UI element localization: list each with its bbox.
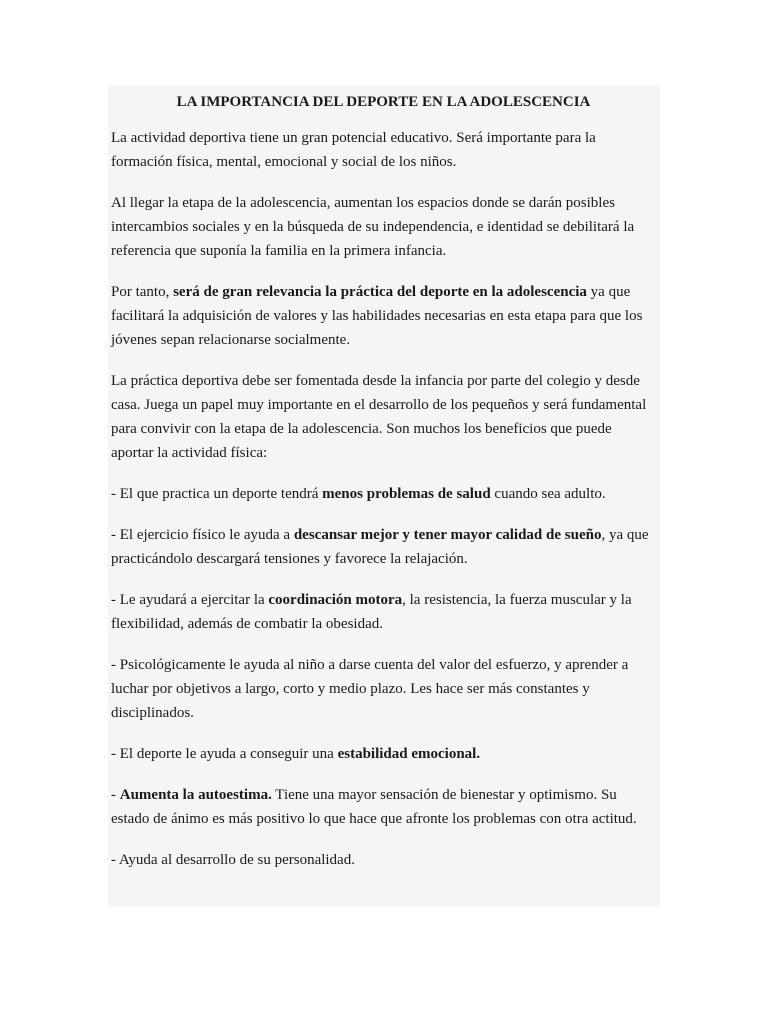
- document-title: LA IMPORTANCIA DEL DEPORTE EN LA ADOLESCENCIA: [176, 94, 591, 110]
- bold-text-run: menos problemas de salud: [322, 486, 491, 502]
- text-run: - El ejercicio físico le ayuda a: [111, 527, 294, 543]
- text-run: - El que practica un deporte tendrá: [111, 486, 323, 502]
- text-run: Por tanto,: [111, 284, 174, 300]
- text-run: ya que facilitará la adquisición de valores y las habilidades necesarias en esta etapa para que los jóvenes sepan relacionarse socialmente.: [111, 284, 643, 348]
- text-run: - El deporte le ayuda a conseguir una: [111, 746, 338, 762]
- document-body: [111, 126, 656, 872]
- bold-text-run: estabilidad emocional.: [337, 746, 481, 762]
- text-run: - Ayuda al desarrollo de su personalidad.: [111, 852, 355, 868]
- text-run: Tiene una mayor sensación de bienestar y optimismo. Su estado de ánimo es más positivo lo que hace que afronte los problemas con otra actitud.: [111, 787, 637, 827]
- bold-text-run: Aumenta la autoestima.: [119, 787, 272, 803]
- paragraph: [111, 191, 656, 263]
- text-run: La práctica deportiva debe ser fomentada desde la infancia por parte del colegio y desde casa. Juega un papel muy importante en el desarrollo de los pequeños y será fundamental para convivir con la etapa de la adolescencia. Son muchos los beneficios que puede aportar la actividad física:: [111, 373, 647, 461]
- text-run: - Psicológicamente le ayuda al niño a darse cuenta del valor del esfuerzo, y aprender a luchar por objetivos a largo, corto y medio plazo. Les hace ser más constantes y disciplinados.: [111, 657, 629, 721]
- text-run: cuando sea adulto.: [490, 486, 606, 502]
- paragraph: [111, 653, 656, 725]
- paragraph: [111, 523, 656, 571]
- paragraph: [111, 783, 656, 831]
- bold-text-run: descansar mejor y tener mayor calidad de sueño: [293, 527, 602, 543]
- text-run: - Le ayudará a ejercitar la: [111, 592, 269, 608]
- document-panel: [108, 86, 660, 906]
- paragraph: [111, 742, 656, 766]
- paragraph: [111, 369, 656, 465]
- paragraph: [111, 126, 656, 174]
- paragraph: [111, 848, 656, 872]
- text-run: , ya que practicándolo descargará tensiones y favorece la relajación.: [111, 527, 649, 567]
- bold-text-run: coordinación motora: [268, 592, 403, 608]
- text-run: , la resistencia, la fuerza muscular y la flexibilidad, además de combatir la obesidad.: [111, 592, 632, 632]
- text-run: La actividad deportiva tiene un gran potencial educativo. Será importante para la formación física, mental, emocional y social de los niños.: [111, 130, 596, 170]
- paragraph: [111, 482, 656, 506]
- paragraph: [111, 588, 656, 636]
- text-run: Al llegar la etapa de la adolescencia, aumentan los espacios donde se darán posibles intercambios sociales y en la búsqueda de su independencia, e identidad se debilitará la referencia que suponía la familia en la primera infancia.: [111, 195, 635, 259]
- bold-text-run: será de gran relevancia la práctica del deporte en la adolescencia: [173, 284, 587, 300]
- text-run: -: [111, 787, 120, 803]
- paragraph: [111, 280, 656, 352]
